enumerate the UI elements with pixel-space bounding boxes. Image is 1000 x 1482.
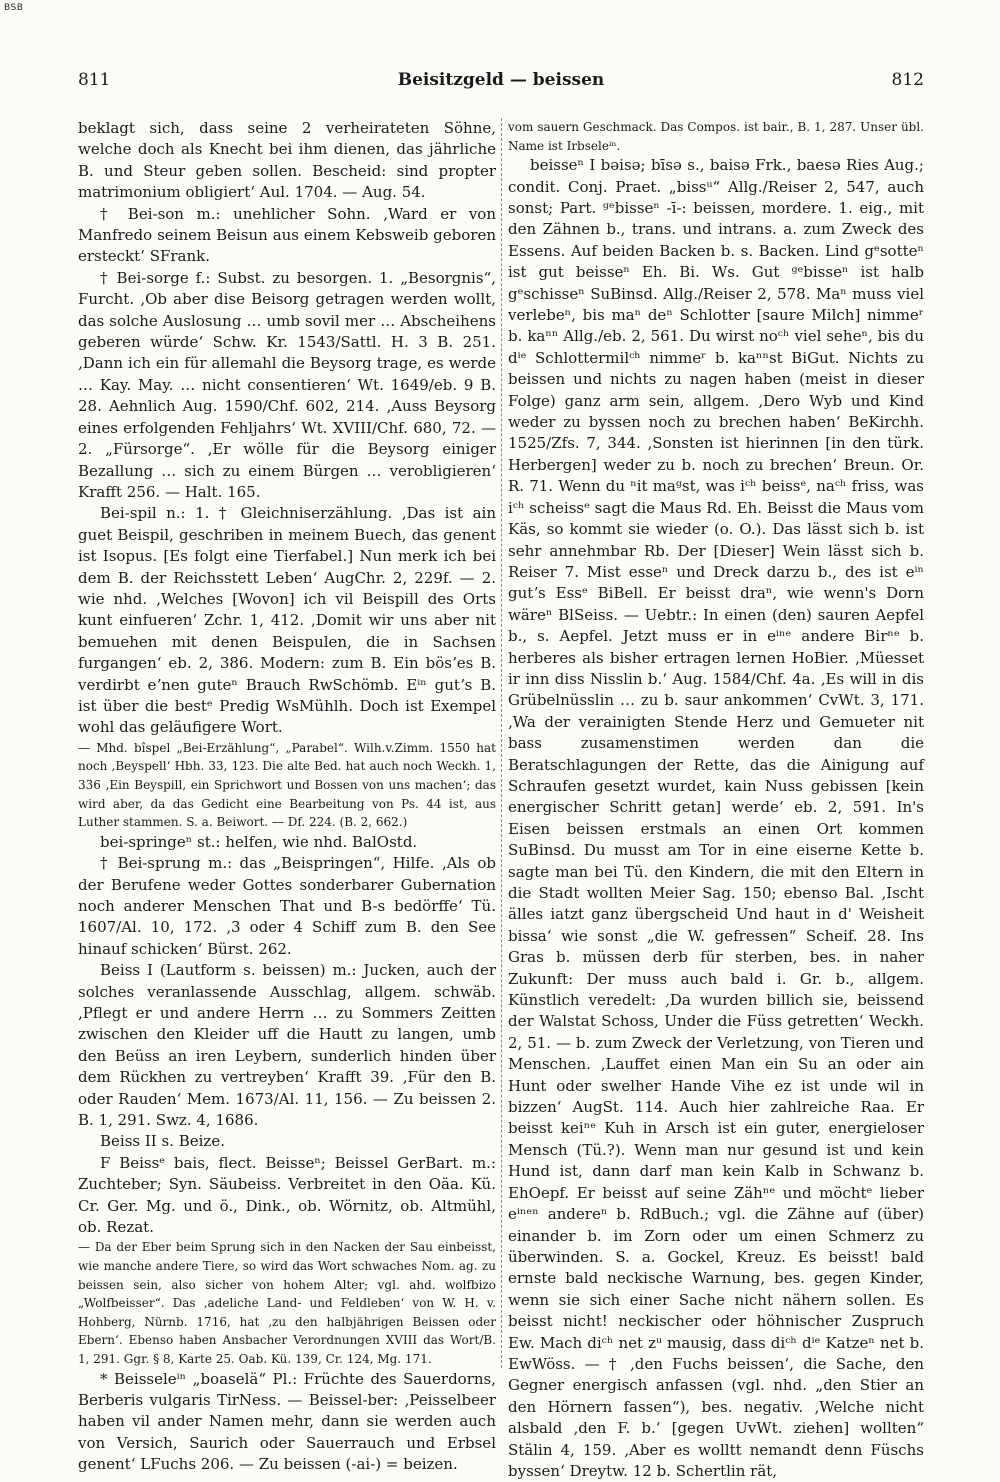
- dictionary-paragraph: beklagt sich, dass seine 2 verheirateten Söhne, welche doch als Knecht bei ihm dienen, das jährliche B. und Steur geben sollen. Bescheid: sind propter matrimonium obligiert‘ Aul. 1704. — Aug. 54.: [78, 119, 496, 202]
- page-header: [78, 70, 924, 100]
- dictionary-paragraph: Beiss I (Lautform s. beissen) m.: Jucken, auch der solches veranlassende Ausschlag, allgem. schwäb. ‚Pflegt er und andere Herrn … zu Sommers Zeitten zwischen den Kleider uff die Hautt zu langen, umb den Beüss an iren Leybern, sunderlich hinden über dem Rückhen zu vertreyben‘ Krafft 39. ‚Für den B. oder Rauden‘ Mem. 1673/Al. 11, 156. — Zu beissen 2. B. 1, 291. Swz. 4, 1686.: [78, 961, 496, 1130]
- page-number-right: 812: [891, 70, 924, 90]
- dictionary-paragraph: vom sauern Geschmack. Das Compos. ist bair., B. 1, 287. Unser übl. Name ist Irbseleⁱⁿ.: [508, 120, 924, 153]
- library-watermark: BSB: [4, 3, 24, 13]
- dictionary-paragraph: † Bei-sprung m.: das „Beispringen“, Hilfe. ‚Als ob der Berufene weder Gottes sonderbarer Gubernation noch anderer Menschen That und B-s bedörffe‘ Tü. 1607/Al. 10, 172. ‚3 oder 4 Schiff zum B. den See hinauf schicken‘ Bürst. 262.: [78, 854, 496, 958]
- dictionary-paragraph: Bei-spil n.: 1. † Gleichniserzählung. ‚Das ist ain guet Beispil, geschriben in meinem Buech, das genent ist Isopus. [Es folgt eine Tierfabel.] Nun merk ich bei dem B. der Reichsstett Leben‘ AugChr. 2, 229f. — 2. wie nhd. ‚Welches [Wovon] ich vil Beispill des Orts kunt einfueren‘ Zchr. 1, 412. ‚Domit wir uns aber nit bemuehen mit denen Beispulen, die in Sachsen furgangen‘ eb. 2, 386. Modern: zum B. Ein bösʼes B. verdirbt eʼnen guteⁿ Brauch RwSchömb. Eⁱⁿ gutʼs B. ist über die bestᵉ Predig WsMühlh. Doch ist Exempel wohl das geläufigere Wort.: [78, 504, 496, 737]
- running-title: Beisitzgeld — beissen: [397, 70, 605, 90]
- dictionary-paragraph: Beiss II s. Beize.: [100, 1132, 225, 1151]
- dictionary-paragraph: † Bei-sorge f.: Subst. zu besorgen. 1. „Besorgnis“, Furcht. ‚Ob aber dise Beisorg getragen werden wollt, das solche Auslosung … umb sovil mer … Abscheihens geberen würde‘ Schw. Kr. 1543/Sattl. H. 3 B. 251. ‚Dann ich ein für allemahl die Beysorg trage, es werde … Kay. May. … nicht consentieren‘ Wt. 1649/eb. 9 B. 28. Aehnlich Aug. 1590/Chf. 602, 214. ‚Auss Beysorg eines erfolgenden Fehljahrs‘ Wt. XVIII/Chf. 680, 72. — 2. „Fürsorge“. ‚Er wölle für die Beysorg einiger Bezallung … sich zu einem Bürgen … verobligieren‘ Krafft 256. — Halt. 165.: [78, 268, 496, 501]
- dictionary-paragraph: * Beisseleⁱⁿ „boaselä“ Pl.: Früchte des Sauerdorns, Berberis vulgaris TirNess. — Beissel-ber: ‚Peisselbeer haben vil ander Namen mehr, dann sie werden auch von Versich, Saurich oder Sauerrauch und Erbsel genent‘ LFuchs 206. — Zu beissen (-ai-) = beizen.: [78, 1369, 496, 1474]
- left-column: [78, 118, 496, 1474]
- page-number-left: 811: [78, 70, 111, 90]
- column-divider: [501, 118, 502, 1368]
- dictionary-paragraph: beisseⁿ I bəisə; bīsə s., baisə Frk., baesə Ries Aug.; condit. Conj. Praet. „bissᵘ“ Allg./Reiser 2, 547, auch sonst; Part. ᵍᵉbisseⁿ -ī-: beissen, mordere. 1. eig., mit den Zähnen b., trans. und intrans. a. zum Zweck des Essens. Auf beiden Backen b. s. Backen. Lind gᵉsotteⁿ ist gut beisseⁿ Eh. Bi. Ws. Gut ᵍᵉbisseⁿ ist halb gᵉschisseⁿ SuBinsd. Allg./Reiser 2, 578. Maⁿ muss viel verlebeⁿ, bis maⁿ deⁿ Schlotter [saure Milch] nimmeʳ b. kaⁿⁿ Allg./eb. 2, 561. Du wirst noᶜʰ viel seheⁿ, bis du dⁱᵉ Schlottermilᶜʰ nimmeʳ b. kaⁿⁿst BiGut. Nichts zu beissen und nichts zu nagen haben (meist in dieser Folge) ganz arm sein, allgem. ‚Dero Wyb und Kind weder zu byssen noch zu brechen haben‘ BeKirchh. 1525/Zfs. 7, 344. ‚Sonsten ist hierinnen [in den türk. Herbergen] weder zu b. noch zu brechen‘ Breun. Or. R. 71. Wenn du ⁿit maᵍst, was iᶜʰ beissᵉ, naᶜʰ friss, was iᶜʰ scheissᵉ sagt die Maus Rd. Eh. Beisst die Maus vom Käs, so kommt sie wieder (o. O.). Das lässt sich b. ist sehr annehmbar Rb. Der [Dieser] Wein lässt sich b. Reiser 7. Mist esseⁿ und Dreck darzu b., des ist eⁱⁿ gutʼs Essᵉ BiBell. Er beisst draⁿ, wie wenn's Dorn wäreⁿ BlSeiss. — Uebtr.: In einen (den) sauren Aepfel b., s. Aepfel. Jetzt muss er in eⁱⁿᵉ andere Birⁿᵉ b. herberes als bisher ertragen lernen HoBier. ‚Müesset ir inn diss Nisslin b.‘ Aug. 1584/Chf. 4a. ‚Es will in dis Grübelnüsslin … zu b. saur ankommen‘ CvWt. 3, 171. ‚Wa der verainigten Stende Herz und Gemueter nit bass zusamenstimen werden dan die Beratschlagungen der Rette, das die Ainigung auf Schraufen gesetzt wurdet, kain Nuss gebissen [kein energischer Schritt getan] werde‘ eb. 2, 591. In's Eisen beissen erstmals an einen Ort kommen SuBinsd. Du musst am Tor in eine eiserne Kette b. sagte man bei Tü. den Kindern, die mit den Eltern in die Stadt wollten Meier Sag. 150; ebenso Bal. ‚Ischt älles iatzt ganz übergscheid Und haut in d' Weisheit bissa‘ wie sonst „die W. gefressen“ Scheif. 28. Ins Gras b. müssen derb für sterben, bes. in naher Zukunft: Der muss auch bald i. Gr. b., allgem. Künstlich veredelt: ‚Da wurden billich sie, beissend der Walstat Schoss, Under die Füss getretten‘ Weckh. 2, 51. — b. zum Zweck der Verletzung, von Tieren und Menschen. ‚Lauffet einen Man ein Su an oder ain Hunt oder swelher Hande Vihe ez ist unde wil in bizzen‘ AugSt. 114. Auch hier zahlreiche Raa. Er beisst keiⁿᵉ Kuh in Arsch ist ein guter, energieloser Mensch (Tü.?). Wenn man nur gesund ist und kein Hund ist, dann darf man kein Kalb in Schwanz b. EhOepf. Er beisst auf seine Zähⁿᵉ und möchtᵉ lieber eⁱⁿᵉⁿ andereⁿ b. RdBuch.; vgl. die Zähne auf (über) einander b. im Zorn oder um einen Schmerz zu überwinden. S. a. Gockel, Kreuz. Es beisst! bald ernste bald neckische Warnung, bes. gegen Kinder, wenn sie sich einer Sache nicht nähern sollen. Es beisst nicht! neckischer oder höhnischer Zuspruch Ew. Mach diᶜʰ net zᵘ mausig, dass diᶜʰ dⁱᵉ Katzeⁿ net b. EwWöss. — † ‚den Fuchs beissen‘, die Sache, den Gegner energisch anfassen (vgl. nhd. „den Stier an den Hörnern fassen“), bes. negativ. ‚Welche nicht alsbald ‚den F. b.‘ [gegen UvWt. ziehen] wollten“ Stälin 4, 159. ‚Aber es wolltt nemandt denn Füschs byssen‘ Dreytw. 12 b. Schertlin rät,: [508, 156, 924, 1480]
- right-column: [508, 118, 924, 1480]
- dictionary-paragraph: † Bei-son m.: unehlicher Sohn. ‚Ward er von Manfredo seinem Beisun aus einem Kebsweib geboren ersteckt‘ SFrank.: [78, 204, 496, 266]
- dictionary-paragraph: — Da der Eber beim Sprung sich in den Nacken der Sau einbeisst, wie manche andere Tiere, so wird das Wort schwaches Nom. ag. zu beissen sein, also sicher von hohem Alter; vgl. ahd. wolfbizo „Wolfbeisser“. Das ‚adeliche Land- und Feldleben‘ von W. H. v. Hohberg, Nürnb. 1716, hat ‚zu den halbjährigen Beissen oder Ebern‘. Ebenso haben Ansbacher Verordnungen XVIII das Wort/B. 1, 291. Ggr. § 8, Karte 25. Oab. Kü. 139, Cr. 124, Mg. 171.: [78, 1240, 496, 1367]
- dictionary-paragraph: — Mhd. bîspel „Bei-Erzählung“, „Parabel“. Wilh.v.Zimm. 1550 hat noch ‚Beyspell‘ Hbh. 33, 123. Die alte Bed. hat auch noch Weckh. 1, 336 ‚Ein Beyspill, ein Sprichwort und Bossen von uns machen‘; das wird aber, da das Gedicht eine Bearbeitung von Ps. 44 ist, aus Luther stammen. S. a. Beiwort. — Df. 224. (B. 2, 662.): [78, 740, 496, 830]
- dictionary-paragraph: bei-springeⁿ st.: helfen, wie nhd. BalOstd.: [100, 832, 418, 851]
- dictionary-paragraph: F Beissᵉ bais, flect. Beisseⁿ; Beissel GerBart. m.: Zuchteber; Syn. Säubeiss. Verbreitet in den Oäa. Kü. Cr. Ger. Mg. und ö., Dink., ob. Wörnitz, ob. Altmühl, ob. Rezat.: [78, 1153, 496, 1237]
